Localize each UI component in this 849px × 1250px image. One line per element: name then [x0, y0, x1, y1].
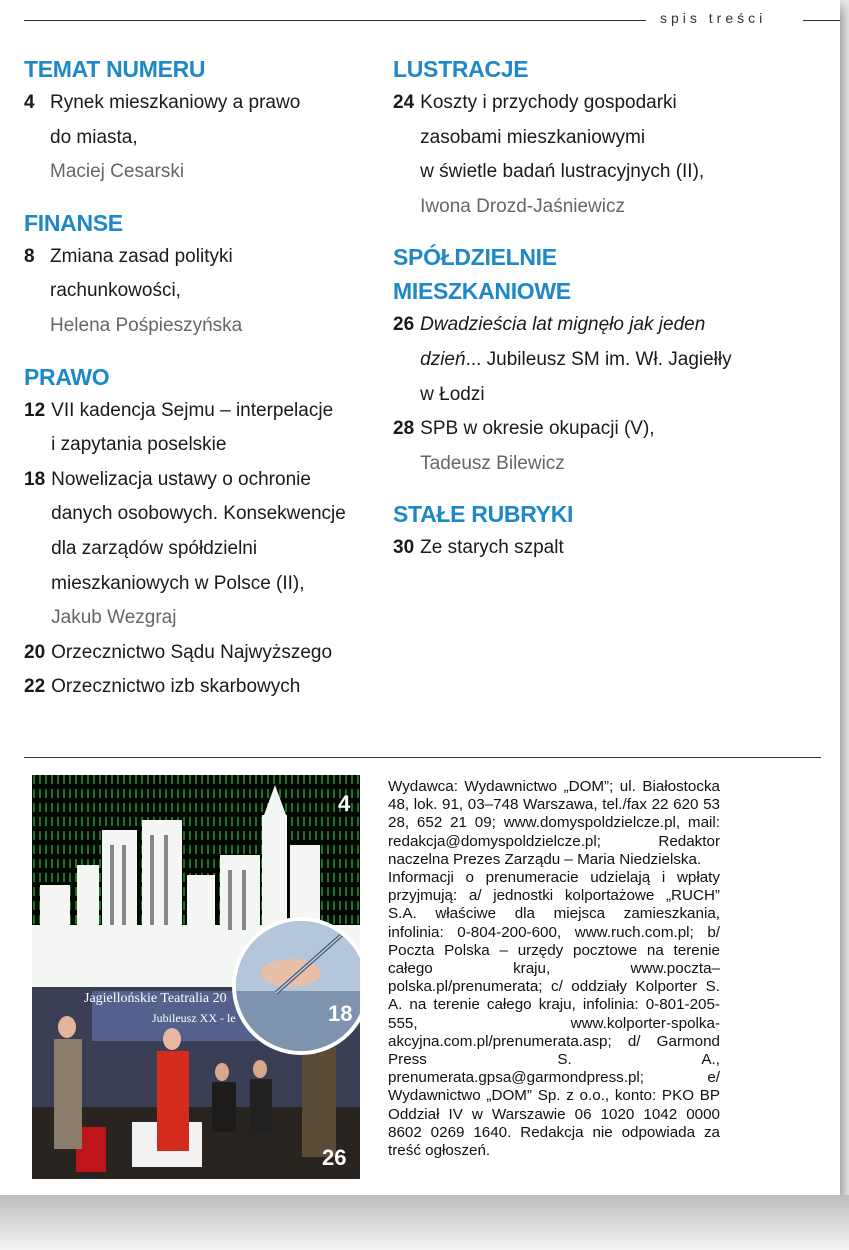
toc-entry[interactable] — [393, 86, 738, 224]
entry-title-line: Orzecznictwo Sądu Najwyższego — [51, 641, 333, 663]
toc-entry[interactable] — [24, 636, 369, 671]
photo-collage — [32, 775, 360, 1179]
page-shadow — [0, 1195, 849, 1250]
entry-title-line: Rynek mieszkaniowy a prawo — [50, 92, 301, 113]
pen-hand-photo[interactable] — [232, 917, 360, 1055]
toc-entry[interactable] — [393, 531, 738, 566]
toc-section — [24, 52, 369, 190]
banner-subtitle: Jubileusz XX - le — [152, 1011, 236, 1025]
toc-right-column — [393, 52, 738, 582]
publisher-imprint — [388, 778, 720, 1160]
section-heading: PRAWO — [24, 363, 110, 390]
entry-author: Maciej Cesarski — [50, 161, 185, 183]
page-label: 26 — [322, 1145, 347, 1170]
toc-entry[interactable] — [24, 394, 369, 463]
entry-title-rest: ... Jubileusz SM im. Wł. Jagiełły — [465, 348, 732, 370]
toc-entry[interactable] — [393, 412, 738, 481]
entry-title-line: dla zarządów spółdzielni — [51, 537, 258, 559]
toc-entry[interactable] — [24, 463, 369, 636]
entry-title-line: w świetle badań lustracyjnych (II), — [420, 161, 705, 183]
section-heading: FINANSE — [24, 209, 123, 236]
hand-writing-graphic — [236, 921, 360, 1051]
page-number: 20 — [24, 641, 46, 663]
section-heading: LUSTRACJE — [393, 56, 529, 82]
toc-section — [393, 240, 738, 481]
entry-title-italic: dzień — [420, 348, 466, 370]
section-title: spis treści — [660, 10, 767, 26]
toc-entry[interactable] — [24, 240, 369, 344]
section-heading: STAŁE RUBRYKI — [393, 501, 574, 528]
header-rule-right — [803, 20, 840, 21]
entry-title-line: zasobami mieszkaniowymi — [420, 126, 646, 148]
entry-title-line: Zmiana zasad polityki — [50, 245, 233, 267]
header-rule-left — [24, 20, 646, 21]
toc-section — [24, 206, 369, 344]
page-number: 26 — [393, 314, 415, 336]
page-number: 18 — [24, 468, 46, 490]
entry-title-line: rachunkowości, — [50, 280, 181, 302]
entry-title-line: Koszty i przychody gospodarki — [420, 92, 677, 113]
page-number: 30 — [393, 537, 415, 559]
toc-entry[interactable] — [393, 308, 738, 412]
toc-section — [393, 52, 738, 224]
toc-section — [24, 360, 369, 705]
toc-left-column — [24, 52, 369, 721]
banner-title: Jagiellońskie Teatralia 20 — [84, 991, 227, 1006]
entry-author: Iwona Drozd-Jaśniewicz — [420, 195, 625, 217]
entry-title-line: Ze starych szpalt — [420, 537, 564, 559]
toc-entry[interactable] — [24, 86, 369, 190]
page-label: 18 — [328, 1001, 353, 1026]
entry-title-line: Orzecznictwo izb skarbowych — [51, 676, 301, 698]
page-label: 4 — [338, 791, 351, 816]
entry-title-line: do miasta, — [50, 126, 138, 148]
page-number: 12 — [24, 399, 46, 421]
entry-author: Helena Pośpieszyńska — [50, 314, 243, 336]
page-number: 28 — [393, 418, 415, 440]
entry-title-line: Dwadzieścia lat mignęło jak jeden — [420, 314, 706, 336]
page-number: 8 — [24, 245, 35, 267]
entry-title-line: i zapytania poselskie — [51, 434, 227, 456]
entry-title-line: SPB w okresie okupacji (V), — [420, 418, 655, 440]
toc-entry[interactable] — [24, 670, 369, 705]
entry-title-line: danych osobowych. Konsekwencje — [51, 503, 346, 525]
toc-section — [393, 497, 738, 566]
section-divider — [24, 757, 821, 758]
page-number: 22 — [24, 676, 46, 698]
section-heading: SPÓŁDZIELNIE MIESZKANIOWE — [393, 244, 571, 305]
imprint-publisher: Wydawca: Wydawnictwo „DOM”; ul. Białostocka 48, lok. 91, 03–748 Warszawa, tel./fax 22 620 53 28, 652 21 09; www.domyspoldzielcze.pl, mail: redakcja@domyspoldzielcze.pl; Redaktor naczelna Prezes Zarządu – Maria Niedzielska. — [388, 778, 720, 868]
entry-title-line: Nowelizacja ustawy o ochronie — [51, 468, 311, 490]
imprint-subscription: Informacji o prenumeracie udzielają i wpłaty przyjmują: a/ jednostki kolportażowe „RUCH” S.A. właściwe dla miejsca zamieszkania, infolinia: 0-804-200-600, www.ruch.com.pl; b/ Poczta Polska – urzędy pocztowe na terenie całego kraju, www.poczta–polska.pl/prenumerata; c/ oddziały Kolporter S. A. na terenie całego kraju, infolinia: 0-801-205-555, www.kolporter-spolka-akcyjna.com.pl/prenumerata.asp; d/ Garmond Press S. A., prenumerata.gpsa@garmondpress.pl; e/ Wydawnictwo „DOM” Sp. z o.o., konto: PKO BP Oddział IV w Warszawie 06 1020 1042 0000 8602 0269 1640. Redakcja nie odpowiada za treść ogłoszeń. — [388, 869, 720, 1160]
page-number: 24 — [393, 92, 415, 113]
entry-title-line: w Łodzi — [420, 383, 485, 405]
entry-title-line: mieszkaniowych w Polsce (II), — [51, 572, 305, 594]
entry-author: Tadeusz Bilewicz — [420, 452, 565, 474]
entry-title-line: VII kadencja Sejmu – interpelacje — [51, 399, 334, 421]
section-heading: TEMAT NUMERU — [24, 56, 206, 82]
entry-author: Jakub Wezgraj — [51, 607, 177, 629]
page-number: 4 — [24, 92, 35, 113]
